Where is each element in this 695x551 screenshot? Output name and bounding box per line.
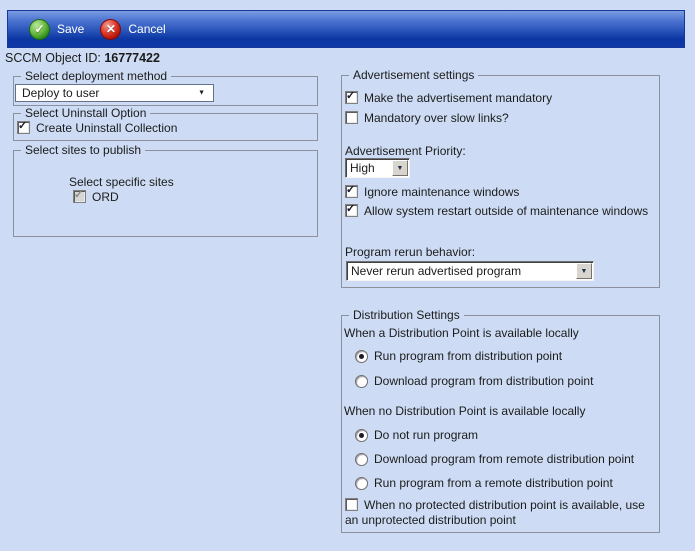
group-advertisement-settings-label: Advertisement settings [349, 68, 478, 82]
checkbox-icon [345, 498, 358, 511]
sccm-object-id-value: 16777422 [104, 51, 160, 65]
radio-run-program-local[interactable] [355, 349, 562, 363]
mandatory-over-slow-links-checkbox[interactable] [345, 111, 655, 126]
radio-icon [355, 453, 368, 466]
deployment-method-dropdown[interactable] [15, 84, 214, 102]
check-icon: ✓ [346, 90, 356, 102]
save-check-icon: ✓ [29, 19, 50, 40]
sccm-object-id [5, 51, 160, 65]
radio-icon [355, 429, 368, 442]
create-uninstall-collection-checkbox[interactable] [17, 121, 307, 136]
cancel-x-icon: ✕ [100, 19, 121, 40]
radio-do-not-run-program-label: Do not run program [374, 428, 479, 442]
site-ord-label: ORD [92, 190, 119, 204]
program-rerun-behavior-dropdown[interactable] [346, 261, 594, 281]
radio-do-not-run-program[interactable] [355, 428, 478, 442]
deployment-method-value: Deploy to user [22, 86, 100, 100]
make-advertisement-mandatory-checkbox[interactable] [345, 91, 655, 106]
group-select-deployment-method-label: Select deployment method [21, 69, 171, 83]
checkbox-icon [73, 190, 86, 203]
radio-download-program-remote[interactable] [355, 452, 634, 466]
use-unprotected-dp-label: When no protected distribution point is available, use an unprotected distribution point [345, 498, 645, 527]
radio-run-program-remote-label: Run program from a remote distribution point [374, 476, 613, 490]
radio-icon [355, 375, 368, 388]
program-rerun-behavior-value: Never rerun advertised program [351, 264, 522, 278]
save-button-label: Save [57, 22, 85, 36]
advertisement-priority-label: Advertisement Priority: [345, 144, 466, 158]
checkbox-icon [345, 185, 358, 198]
advertisement-priority-value: High [350, 161, 375, 175]
check-icon: ✓ [74, 189, 84, 201]
radio-run-program-local-label: Run program from distribution point [374, 349, 563, 363]
toolbar [7, 10, 685, 48]
check-icon: ✓ [346, 184, 356, 196]
select-specific-sites-heading: Select specific sites [69, 175, 174, 189]
allow-system-restart-checkbox[interactable] [345, 204, 657, 219]
check-icon: ✓ [346, 203, 356, 215]
radio-download-program-local-label: Download program from distribution point [374, 374, 594, 388]
remote-dp-heading: When no Distribution Point is available locally [344, 404, 586, 418]
advertisement-priority-dropdown[interactable] [345, 158, 410, 178]
chevron-down-icon[interactable]: ▼ [576, 263, 592, 279]
use-unprotected-dp-checkbox[interactable] [345, 498, 657, 528]
checkbox-icon [345, 111, 358, 124]
ignore-maintenance-windows-checkbox[interactable] [345, 185, 655, 200]
cancel-button-label: Cancel [128, 22, 166, 36]
radio-icon [355, 350, 368, 363]
save-button[interactable] [21, 14, 92, 44]
checkbox-icon [345, 91, 358, 104]
checkbox-icon [345, 204, 358, 217]
radio-download-program-local[interactable] [355, 374, 593, 388]
ignore-maintenance-windows-label: Ignore maintenance windows [364, 185, 520, 199]
group-select-uninstall-option-label: Select Uninstall Option [21, 106, 150, 120]
site-ord-checkbox[interactable] [73, 190, 273, 205]
group-select-sites-to-publish [13, 143, 318, 237]
allow-system-restart-label: Allow system restart outside of maintenance windows [364, 204, 649, 218]
chevron-down-icon: ▼ [198, 89, 205, 97]
local-dp-heading: When a Distribution Point is available locally [344, 326, 579, 340]
checkbox-icon [17, 121, 30, 134]
radio-icon [355, 477, 368, 490]
check-icon: ✓ [18, 120, 28, 132]
create-uninstall-collection-label: Create Uninstall Collection [36, 121, 178, 135]
group-distribution-settings-label: Distribution Settings [349, 308, 464, 322]
program-rerun-behavior-label: Program rerun behavior: [345, 245, 476, 259]
group-select-sites-to-publish-label: Select sites to publish [21, 143, 145, 157]
cancel-button[interactable] [92, 14, 173, 44]
chevron-down-icon[interactable]: ▼ [392, 160, 408, 176]
make-advertisement-mandatory-label: Make the advertisement mandatory [364, 91, 553, 105]
radio-download-program-remote-label: Download program from remote distribution point [374, 452, 635, 466]
sccm-object-id-label: SCCM Object ID: [5, 51, 101, 65]
mandatory-over-slow-links-label: Mandatory over slow links? [364, 111, 509, 125]
radio-run-program-remote[interactable] [355, 476, 613, 490]
